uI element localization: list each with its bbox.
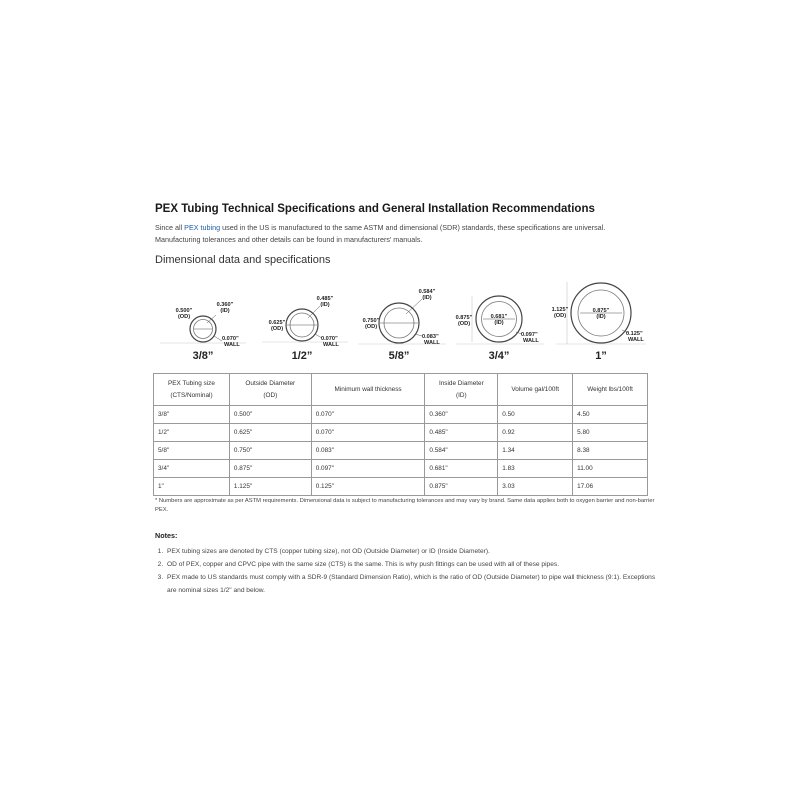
- cell-od: 0.875": [229, 460, 311, 478]
- wall-value: 0.125”: [626, 331, 643, 337]
- page-title: PEX Tubing Technical Specifications and General Installation Recommendations: [155, 203, 595, 215]
- table-header-row: [154, 374, 648, 406]
- cell-id: 0.681": [425, 460, 498, 478]
- table-row: [154, 460, 648, 478]
- cell-size: 1": [154, 478, 230, 496]
- header-volume: Volume gal/100ft: [498, 374, 573, 406]
- header-wall: Minimum wall thickness: [311, 374, 425, 406]
- header-od: Outside Diameter (OD): [229, 374, 311, 406]
- od-label: (OD): [553, 313, 567, 319]
- cell-volume: 3.03: [498, 478, 573, 496]
- id-value: 0.360”: [216, 302, 234, 308]
- header-id: Inside Diameter (ID): [425, 374, 498, 406]
- table-row: [154, 478, 648, 496]
- note-item: 2. OD of PEX, copper and CPVC pipe with the same size (CTS) is the same. This is why push fittings can be used with all of these pipes.: [165, 558, 665, 571]
- notes-list: [155, 545, 665, 597]
- table-row: [154, 424, 648, 442]
- cell-od: 0.750": [229, 442, 311, 460]
- id-label: (ID): [422, 295, 432, 301]
- cell-od: 0.625": [229, 424, 311, 442]
- table-row: [154, 442, 648, 460]
- header-weight: Weight lbs/100ft: [573, 374, 648, 406]
- cell-id: 0.360": [425, 406, 498, 424]
- cell-od: 1.125": [229, 478, 311, 496]
- cell-wall: 0.083": [311, 442, 425, 460]
- cell-volume: 1.83: [498, 460, 573, 478]
- cell-volume: 0.50: [498, 406, 573, 424]
- cell-volume: 1.34: [498, 442, 573, 460]
- size-label: 1/2”: [291, 350, 313, 362]
- od-value: 0.500”: [175, 308, 193, 314]
- section-heading: Dimensional data and specifications: [155, 254, 331, 266]
- cell-od: 0.500": [229, 406, 311, 424]
- wall-value: 0.070”: [321, 336, 338, 342]
- spec-table: [153, 373, 648, 496]
- id-label: (ID): [220, 308, 230, 314]
- od-value: 0.625”: [268, 320, 286, 326]
- id-value: 0.875”: [592, 308, 610, 314]
- wall-label: WALL: [224, 342, 240, 348]
- od-label: (OD): [177, 314, 191, 320]
- cell-weight: 4.50: [573, 406, 648, 424]
- cell-id: 0.875": [425, 478, 498, 496]
- cell-wall: 0.125": [311, 478, 425, 496]
- size-label: 5/8”: [388, 350, 410, 362]
- table-footnote: * Numbers are approximate as per ASTM requirements. Dimensional data is subject to manufacturing tolerances and may vary by brand. Same data applies both to oxygen barrier and non-barrier PEX.: [155, 498, 655, 513]
- diagram-1: [552, 282, 646, 362]
- cell-weight: 5.80: [573, 424, 648, 442]
- id-value: 0.485”: [316, 296, 334, 302]
- cell-id: 0.584": [425, 442, 498, 460]
- note-item: 3. PEX made to US standards must comply with a SDR-9 (Standard Dimension Ratio), which is the ratio of OD (Outside Diameter) to pipe wall thickness (9:1). Exceptions are nominal sizes 1/2" and below.: [165, 571, 665, 597]
- diagram-3-4: [456, 296, 544, 362]
- note-item: 1. PEX tubing sizes are denoted by CTS (copper tubing size), not OD (Outside Diameter) or ID (Inside Diameter).: [165, 545, 665, 558]
- intro-text-end: used in the US is manufactured to the same ASTM and dimensional (SDR) standards, these specifications are universal. Manufacturing tolerances and other details can be found in manufacturers' manuals.: [155, 223, 606, 244]
- cell-size: 3/8": [154, 406, 230, 424]
- wall-value: 0.083”: [422, 334, 439, 340]
- notes-heading: Notes:: [155, 531, 178, 540]
- cell-size: 3/4": [154, 460, 230, 478]
- wall-label: WALL: [424, 340, 440, 346]
- wall-value: 0.070”: [222, 336, 239, 342]
- cell-size: 1/2": [154, 424, 230, 442]
- cell-weight: 8.38: [573, 442, 648, 460]
- cell-weight: 11.00: [573, 460, 648, 478]
- cell-volume: 0.92: [498, 424, 573, 442]
- intro-paragraph: [155, 222, 645, 246]
- cell-id: 0.485": [425, 424, 498, 442]
- od-label: (OD): [364, 324, 378, 330]
- od-value: 0.875”: [455, 315, 473, 321]
- id-label: (ID): [494, 320, 504, 326]
- pex-tubing-link[interactable]: PEX tubing: [184, 223, 221, 232]
- size-label: 3/4”: [488, 350, 510, 362]
- cell-weight: 17.06: [573, 478, 648, 496]
- id-value: 0.681”: [490, 314, 508, 320]
- diagram-1-2: [262, 296, 348, 362]
- intro-text-start: Since all: [155, 223, 185, 232]
- wall-label: WALL: [628, 337, 644, 343]
- wall-label: WALL: [323, 342, 339, 348]
- cell-wall: 0.070": [311, 406, 425, 424]
- cell-size: 5/8": [154, 442, 230, 460]
- diagram-3-8: [160, 302, 246, 362]
- table-row: [154, 406, 648, 424]
- wall-label: WALL: [523, 338, 539, 344]
- header-size: PEX Tubing size (CTS/Nominal): [154, 374, 230, 406]
- id-label: (ID): [320, 302, 330, 308]
- id-label: (ID): [596, 314, 606, 320]
- wall-value: 0.097”: [521, 332, 538, 338]
- cell-wall: 0.070": [311, 424, 425, 442]
- diagram-5-8: [358, 289, 446, 362]
- size-label: 1”: [595, 350, 607, 362]
- od-value: 1.125”: [551, 307, 569, 313]
- id-value: 0.584”: [418, 289, 436, 295]
- od-value: 0.750”: [362, 318, 380, 324]
- od-label: (OD): [270, 326, 284, 332]
- tube-diagrams: [150, 272, 650, 367]
- size-label: 3/8”: [192, 350, 214, 362]
- cell-wall: 0.097": [311, 460, 425, 478]
- od-label: (OD): [457, 321, 471, 327]
